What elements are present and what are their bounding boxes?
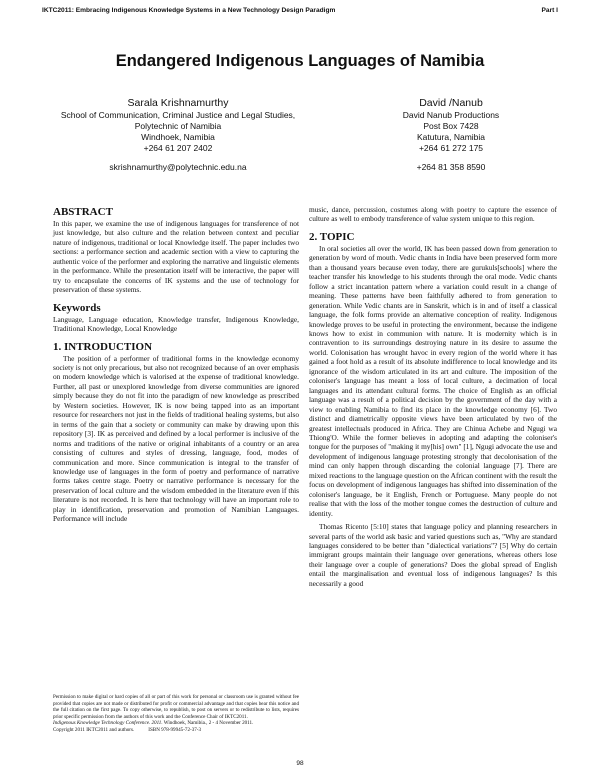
- author-name: Sarala Krishnamurthy: [127, 97, 229, 109]
- right-column: [309, 205, 557, 588]
- author-phone: +264 61 207 2402: [143, 143, 213, 153]
- author-email: skrishnamurthy@polytechnic.edu.na: [109, 162, 247, 172]
- topic-paragraph-1: In oral societies all over the world, IK has been passed down from generation to generation by word of mouth. Vedic chants in India have been preserved form more than a thousand years because even today, there are gurukuls[schools] where the teacher transfer his knowledge to his students through the oral mode. Vedic chants follow a strict incantation pattern where a variation could result in a change of meaning. These patterns have been faithfully adhered to from generation to generation. While Vedic chants are in Sanskrit, which is in and of itself a classical language, the folk forms provide an alternative conception of reality. Indigenous knowledge proves to be useful in protecting the environment, because the indigene knows how to exist in communion with nature. It is modernity which is in contravention to its surroundings destroying nature in its desire to assume the world. Colonisation has wrought havoc in every region of the world where it has gained a foot hold as a result of its absolute indifference to local knowledge and its ignorance of the wisdom articulated in its art and culture. The imposition of the coloniser's language has meant a loss of local culture, a decimation of local languages and its attendant cultural forms. The choice of English as an official language was a result of a political decision by the government of the day with a view to enabling Namibia to find its place in the knowledge economy [6]. Two distinct and diametrically opposite views have been articulated by two of the greatest intellectuals produced in Africa. They are Chinua Achebe and Ngugi wa Thiong'O. While the former believes in adopting and adapting the coloniser's tongue for the purposes of "making it my[his] own" [1], Ngugi advocate the use and development of indigenous language protesting strongly that decolonisation of the mind can only happen through discarding the colonial language [7]. There are mixed reactions to the language question on the African continent with the result the focus on development of indigenous languages has shifted into dissemination of the coloniser's language, be it English, French or Portuguese. Many people do not realise that with the loss of the mother tongue comes the destruction of culture and identity.: [309, 243, 557, 518]
- copyright-line: Copyright 2011 IKTC2011 and authors. ISBN 978-99945-72-37-3: [53, 726, 202, 733]
- venue-line: [53, 720, 299, 727]
- author-phone-2: +264 81 358 8590: [416, 162, 486, 172]
- running-header: [42, 7, 558, 19]
- part-label: Part I: [541, 7, 558, 14]
- introduction-text: The position of a performer of traditional forms in the knowledge economy society is not only precarious, but also not recognized because of an over emphasis on modern knowledge which is valorised at the expense of traditional knowledge. Further, all past or unexplored knowledge from diverse communities are ignored simply because they do not fit into the paradigm of new knowledge as prescribed by Western societies. However, IK is now being tapped into as an important resource for researchers not just in the fields of traditional healing systems, but also in terms of the gain that a society or community can make by drawing upon this repository [3]. IK as perceived and defined by a local performer is inclusive of the norms and traditions of the native or original inhabitants of a country or an area consisting of cultures and styles of dressing, language, food, modes of communication and more. Since communication is integral to the transfer of knowledge use of languages in the form of poetry and performance of narrative forms takes centre stage. Poetry or narrative performance is necessary for the preservation of local culture and the wisdom embedded in the literature even if this literature is not recorded. It is here that technology will have an important role to play in identification, preservation and promotion of Namibian Languages. Performance will include: [53, 353, 299, 524]
- author-name: David /Nanub: [419, 97, 483, 109]
- author-affiliation: Polytechnic of Namibia: [134, 121, 222, 131]
- introduction-continued: music, dance, percussion, costumes along with poetry to capture the essence of culture as well to embody transference of value system unique to this region.: [309, 205, 557, 224]
- author-city: Windhoek, Namibia: [141, 132, 215, 142]
- author-affiliation: School of Communication, Criminal Justice and Legal Studies,: [60, 110, 296, 120]
- author-block-2: [356, 98, 546, 173]
- topic-heading: 2. TOPIC: [309, 230, 355, 243]
- permission-notice: [53, 694, 299, 734]
- abstract-heading: ABSTRACT: [53, 206, 113, 218]
- left-column: [53, 205, 299, 524]
- venue-details: Windhoek, Namibia., 2 - 4 November 2011.: [162, 720, 254, 727]
- author-city: Katutura, Namibia: [416, 132, 486, 142]
- keywords-heading: Keywords: [53, 301, 101, 314]
- abstract-text: In this paper, we examine the use of indigenous languages for transference of not just knowledge, but also culture and the relation between context and peculiar nature of indigenous, traditional or local Knowledge itself. The paper includes two sections: a performance section and academic section with a view to capturing the authentic voice of the performer and exploring the narrative and linguistic elements in the performance. While the presentation itself will be interactive, the paper will try to encapsulate the concerns of IK systems and the use of technology for preservation of these systems.: [53, 219, 299, 295]
- paper-title: Endangered Indigenous Languages of Namibia: [115, 52, 485, 70]
- conference-header: IKTC2011: Embracing Indigenous Knowledge Systems in a New Technology Design Paradigm: [42, 7, 336, 14]
- author-address: Post Box 7428: [423, 121, 479, 131]
- author-phone: +264 61 272 175: [418, 143, 484, 153]
- introduction-heading: 1. INTRODUCTION: [53, 340, 153, 353]
- venue-name: Indigenous Knowledge Technology Conference. 2011.: [53, 720, 163, 727]
- permission-text: Permission to make digital or hard copies of all or part of this work for personal or classroom use is granted without fee provided that copies are not made or distributed for profit or commercial advantage and that copies bear this notice and the full citation on the first page. To copy otherwise, to republish, to post on servers or to redistribute to lists, requires prior specific permission from the authors of this work and the Conference Chair of IKTC2011.: [53, 694, 299, 720]
- author-block-1: [40, 98, 316, 173]
- keywords-text: Language, Language education, Knowledge transfer, Indigenous Knowledge, Traditional Knowledge, Local Knowledge: [53, 314, 299, 334]
- page-number: 98: [296, 760, 304, 767]
- author-affiliation: David Nanub Productions: [402, 110, 500, 120]
- topic-paragraph-2: Thomas Ricento [5:10] states that language policy and planning researchers in several parts of the world ask basic and varied questions such as, "Why are standard languages considered to be better than "dialectical variations"? [5] Why do certain immigrant groups maintain their language over generations, whereas others lose their language over a couple of generations? Does the global spread of English entail the marginalisation and eventual loss of indigenous languages? Is this necessarily a good: [309, 522, 557, 588]
